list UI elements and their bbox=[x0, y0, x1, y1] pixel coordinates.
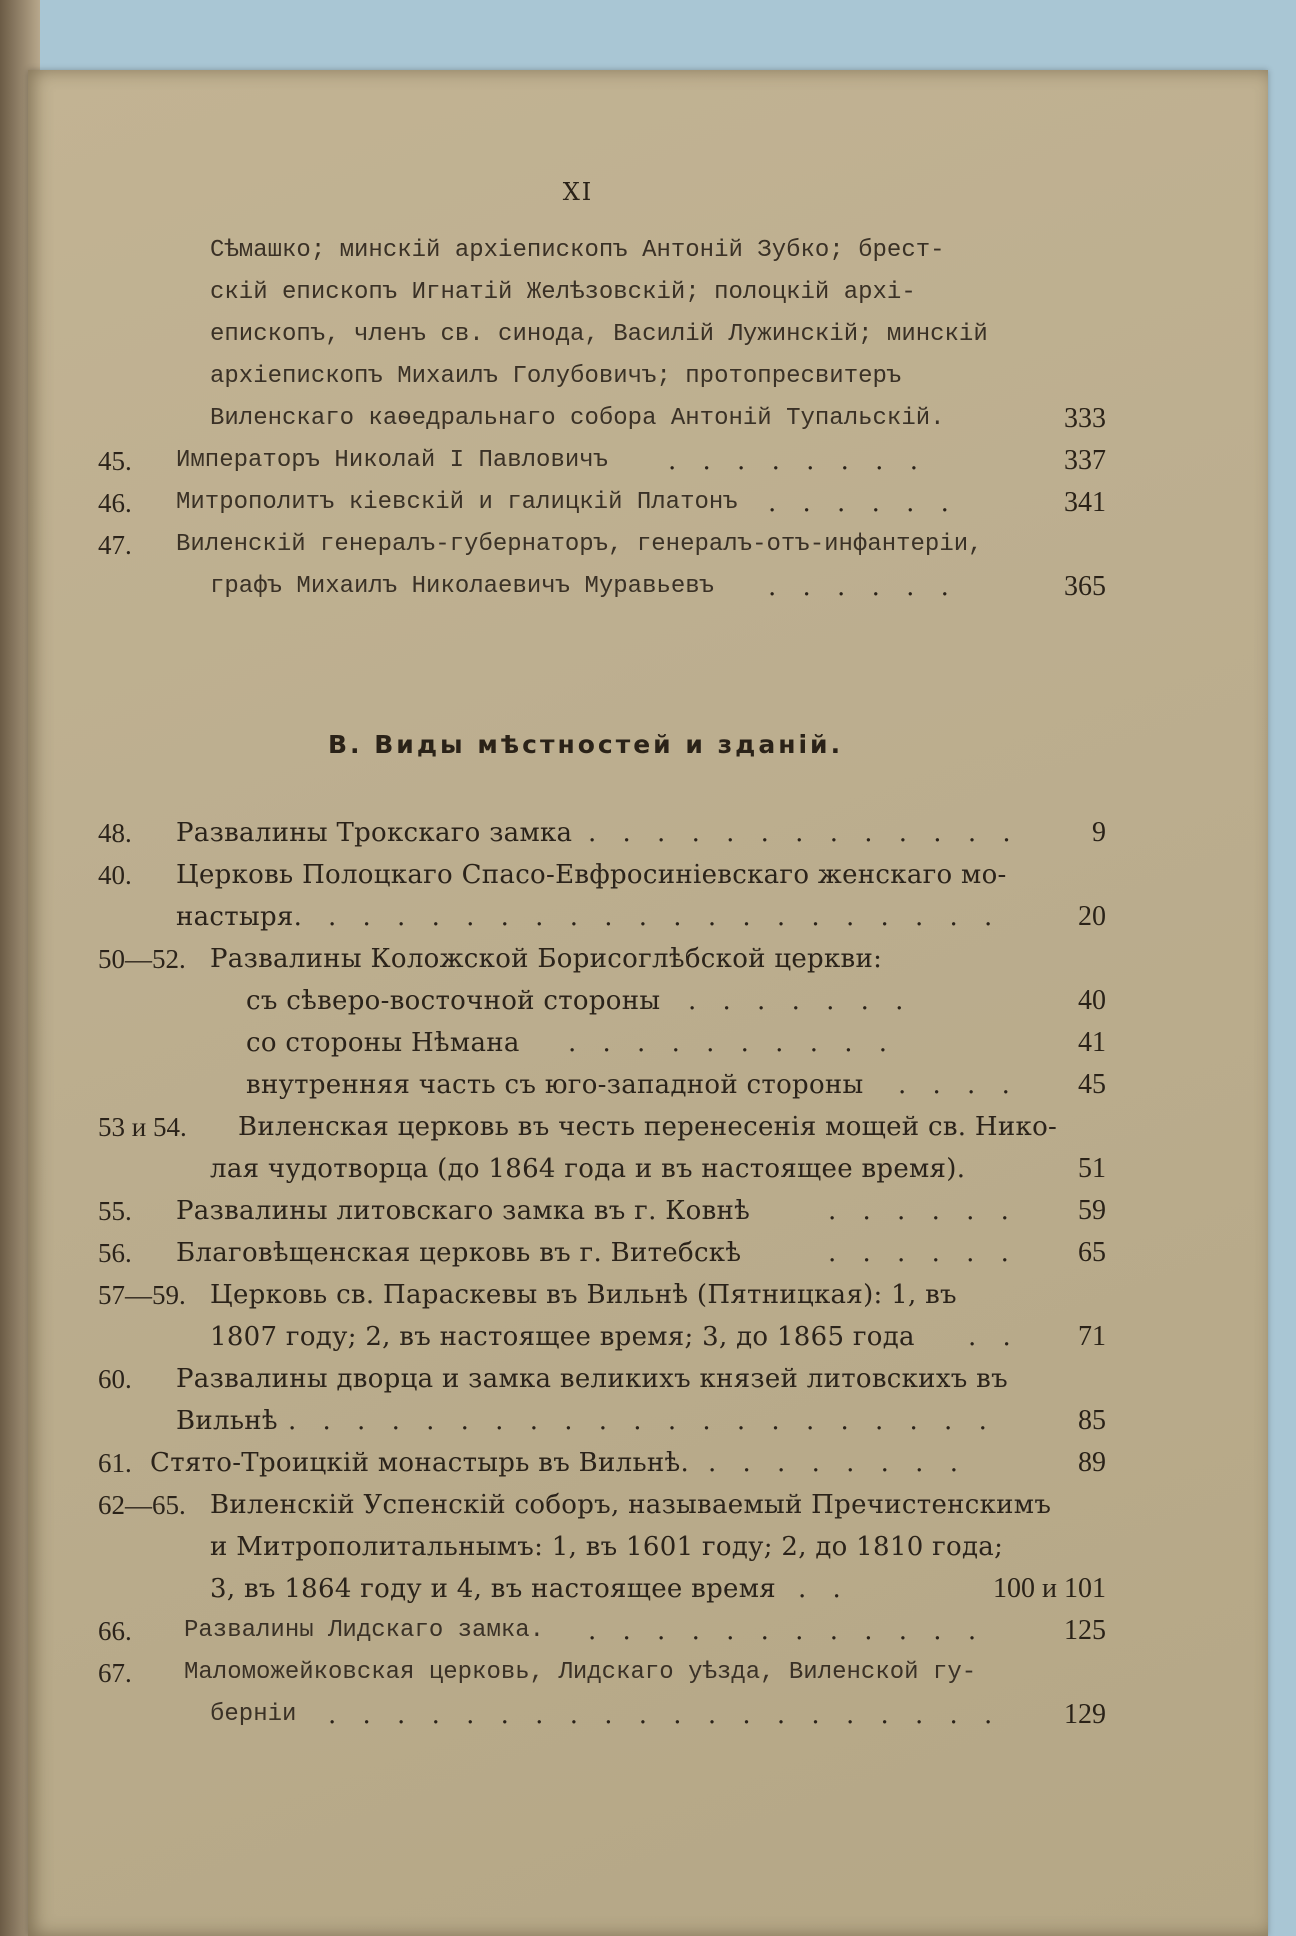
leader-dots: . . . . . . . . . . bbox=[568, 1028, 897, 1058]
toc-list bbox=[28, 70, 1268, 1936]
entry-text: и Митрополитальнымъ: 1, въ 1601 году; 2, до 1810 года; bbox=[210, 1532, 1004, 1562]
entry-number: 57—59. bbox=[98, 1280, 186, 1310]
entry-text: со стороны Нѣмана bbox=[246, 1028, 520, 1058]
entry-text: Развалины Коложской Борисоглѣбской церкви: bbox=[210, 944, 883, 974]
entry-text: 3, въ 1864 году и 4, въ настоящее время bbox=[210, 1574, 776, 1604]
page-folio: XI bbox=[562, 178, 594, 206]
entry-number: 48. bbox=[98, 818, 132, 848]
entry-page: 337 bbox=[1064, 445, 1106, 476]
entry-page: 125 bbox=[1064, 1615, 1106, 1646]
entry-page: 51 bbox=[1078, 1153, 1106, 1184]
entry-text: Церковь св. Параскевы въ Вильнѣ (Пятницкая): 1, въ bbox=[210, 1280, 957, 1310]
toc-entry bbox=[28, 1064, 1268, 1106]
entry-number: 56. bbox=[98, 1238, 132, 1268]
entry-number: 66. bbox=[98, 1616, 132, 1646]
entry-page: 45 bbox=[1078, 1069, 1106, 1100]
entry-number: 53 и 54. bbox=[98, 1112, 187, 1142]
toc-entry bbox=[28, 566, 1268, 608]
entry-text: Развалины Лидскаго замка. bbox=[184, 1617, 545, 1644]
entry-text: 1807 году; 2, въ настоящее время; 3, до 1865 года bbox=[210, 1322, 915, 1352]
toc-entry bbox=[28, 896, 1268, 938]
entry-text: епископъ, членъ св. синода, Василій Лужинскій; минскій bbox=[210, 321, 988, 348]
toc-entry bbox=[28, 356, 1268, 398]
toc-entry bbox=[28, 1274, 1268, 1316]
entry-text: съ сѣверо-восточной стороны bbox=[246, 986, 661, 1016]
entry-text: Развалины дворца и замка великихъ князей литовскихъ въ bbox=[176, 1364, 1008, 1394]
entry-text: Развалины Трокскаго замка bbox=[176, 818, 573, 848]
section-heading: В. Виды мѣстностей и зданій. bbox=[328, 730, 844, 759]
entry-text: Виленскій генералъ-губернаторъ, генералъ-отъ-инфантеріи, bbox=[176, 531, 983, 558]
leader-dots: . . . . . . bbox=[768, 488, 958, 518]
entry-page: 100 и 101 bbox=[993, 1573, 1106, 1604]
entry-number: 47. bbox=[98, 530, 132, 560]
entry-page: 85 bbox=[1078, 1405, 1106, 1436]
leader-dots: . . . . . . . bbox=[688, 986, 913, 1016]
entry-page: 129 bbox=[1064, 1699, 1106, 1730]
entry-page: 9 bbox=[1092, 817, 1106, 848]
toc-entry bbox=[28, 398, 1268, 440]
entry-text: архіепископъ Михаилъ Голубовичъ; протопресвитеръ bbox=[210, 363, 902, 390]
leader-dots: . . . . . . . . bbox=[668, 446, 927, 476]
entry-number: 67. bbox=[98, 1658, 132, 1688]
toc-entry bbox=[28, 1358, 1268, 1400]
toc-entry bbox=[28, 1526, 1268, 1568]
entry-text: Маломожейковская церковь, Лидскаго уѣзда, Виленской гу- bbox=[184, 1659, 977, 1686]
toc-entry bbox=[28, 1106, 1268, 1148]
entry-text: берніи bbox=[210, 1701, 297, 1728]
toc-entry bbox=[28, 812, 1268, 854]
leader-dots: . . . . . . bbox=[828, 1196, 1018, 1226]
toc-entry bbox=[28, 938, 1268, 980]
toc-entry bbox=[28, 482, 1268, 524]
toc-entry bbox=[28, 1568, 1268, 1610]
entry-text: Развалины литовскаго замка въ г. Ковнѣ bbox=[176, 1196, 751, 1226]
leader-dots: . . . . . . . . . . . . . . . . . . . . bbox=[328, 1700, 1002, 1730]
leader-dots: . . . . . . . . bbox=[708, 1448, 967, 1478]
entry-page: 365 bbox=[1064, 571, 1106, 602]
entry-text: Императоръ Николай I Павловичъ bbox=[176, 447, 609, 474]
entry-number: 55. bbox=[98, 1196, 132, 1226]
toc-entry bbox=[28, 314, 1268, 356]
leader-dots: . . bbox=[968, 1322, 1020, 1352]
entry-text: Сѣмашко; минскій архіепископъ Антоній Зубко; брест- bbox=[210, 237, 945, 264]
entry-number: 46. bbox=[98, 488, 132, 518]
entry-number: 50—52. bbox=[98, 944, 186, 974]
book-page bbox=[28, 70, 1268, 1936]
leader-dots: . . . . . . . . . . . . . . . . . . . . bbox=[328, 902, 1002, 932]
entry-text: Вильнѣ bbox=[176, 1406, 278, 1436]
leader-dots: . . . . bbox=[898, 1070, 1019, 1100]
leader-dots: . . . . . . . . . . . . bbox=[588, 1616, 986, 1646]
entry-page: 41 bbox=[1078, 1027, 1106, 1058]
entry-number: 61. bbox=[98, 1448, 132, 1478]
entry-text: Церковь Полоцкаго Спасо-Евфросиніевскаго женскаго мо- bbox=[176, 860, 1007, 890]
toc-entry bbox=[28, 980, 1268, 1022]
leader-dots: . . . . . . bbox=[768, 572, 958, 602]
entry-text: графъ Михаилъ Николаевичъ Муравьевъ bbox=[210, 573, 715, 600]
toc-entry bbox=[28, 1190, 1268, 1232]
toc-entry bbox=[28, 1022, 1268, 1064]
toc-entry bbox=[28, 1694, 1268, 1736]
toc-entry bbox=[28, 1442, 1268, 1484]
entry-page: 341 bbox=[1064, 487, 1106, 518]
entry-number: 45. bbox=[98, 446, 132, 476]
toc-entry bbox=[28, 230, 1268, 272]
toc-entry bbox=[28, 1610, 1268, 1652]
toc-entry bbox=[28, 1652, 1268, 1694]
entry-text: Стято-Троицкій монастырь въ Вильнѣ. bbox=[150, 1448, 690, 1478]
entry-text: Виленская церковь въ честь перенесенія мощей св. Нико- bbox=[238, 1112, 1058, 1142]
toc-entry bbox=[28, 1484, 1268, 1526]
leader-dots: . . bbox=[798, 1574, 850, 1604]
toc-entry bbox=[28, 1148, 1268, 1190]
toc-entry bbox=[28, 1400, 1268, 1442]
entry-page: 40 bbox=[1078, 985, 1106, 1016]
entry-page: 71 bbox=[1078, 1321, 1106, 1352]
entry-number: 60. bbox=[98, 1364, 132, 1394]
toc-entry bbox=[28, 524, 1268, 566]
entry-text: Виленскаго каѳедральнаго собора Антоній Тупальскій. bbox=[210, 405, 945, 432]
toc-entry bbox=[28, 272, 1268, 314]
toc-entry bbox=[28, 1232, 1268, 1274]
entry-page: 89 bbox=[1078, 1447, 1106, 1478]
entry-page: 333 bbox=[1064, 403, 1106, 434]
entry-number: 40. bbox=[98, 860, 132, 890]
entry-text: Митрополитъ кіевскій и галицкій Платонъ bbox=[176, 489, 738, 516]
entry-text: настыря. bbox=[176, 902, 303, 932]
entry-text: Благовѣщенская церковь въ г. Витебскѣ bbox=[176, 1238, 742, 1268]
entry-page: 59 bbox=[1078, 1195, 1106, 1226]
toc-entry bbox=[28, 440, 1268, 482]
entry-text: внутренняя часть съ юго-западной стороны bbox=[246, 1070, 864, 1100]
leader-dots: . . . . . . bbox=[828, 1238, 1018, 1268]
entry-text: Виленскій Успенскій соборъ, называемый Пречистенскимъ bbox=[210, 1490, 1052, 1520]
toc-entry bbox=[28, 1316, 1268, 1358]
entry-text: лая чудотворца (до 1864 года и въ настоящее время). bbox=[210, 1154, 966, 1184]
leader-dots: . . . . . . . . . . . . . . . . . . . . . bbox=[288, 1406, 996, 1436]
entry-page: 65 bbox=[1078, 1237, 1106, 1268]
entry-text: скій епископъ Игнатій Желѣзовскій; полоцкій архі- bbox=[210, 279, 916, 306]
toc-entry bbox=[28, 854, 1268, 896]
leader-dots: . . . . . . . . . . . . . bbox=[588, 818, 1020, 848]
entry-page: 20 bbox=[1078, 901, 1106, 932]
entry-number: 62—65. bbox=[98, 1490, 186, 1520]
